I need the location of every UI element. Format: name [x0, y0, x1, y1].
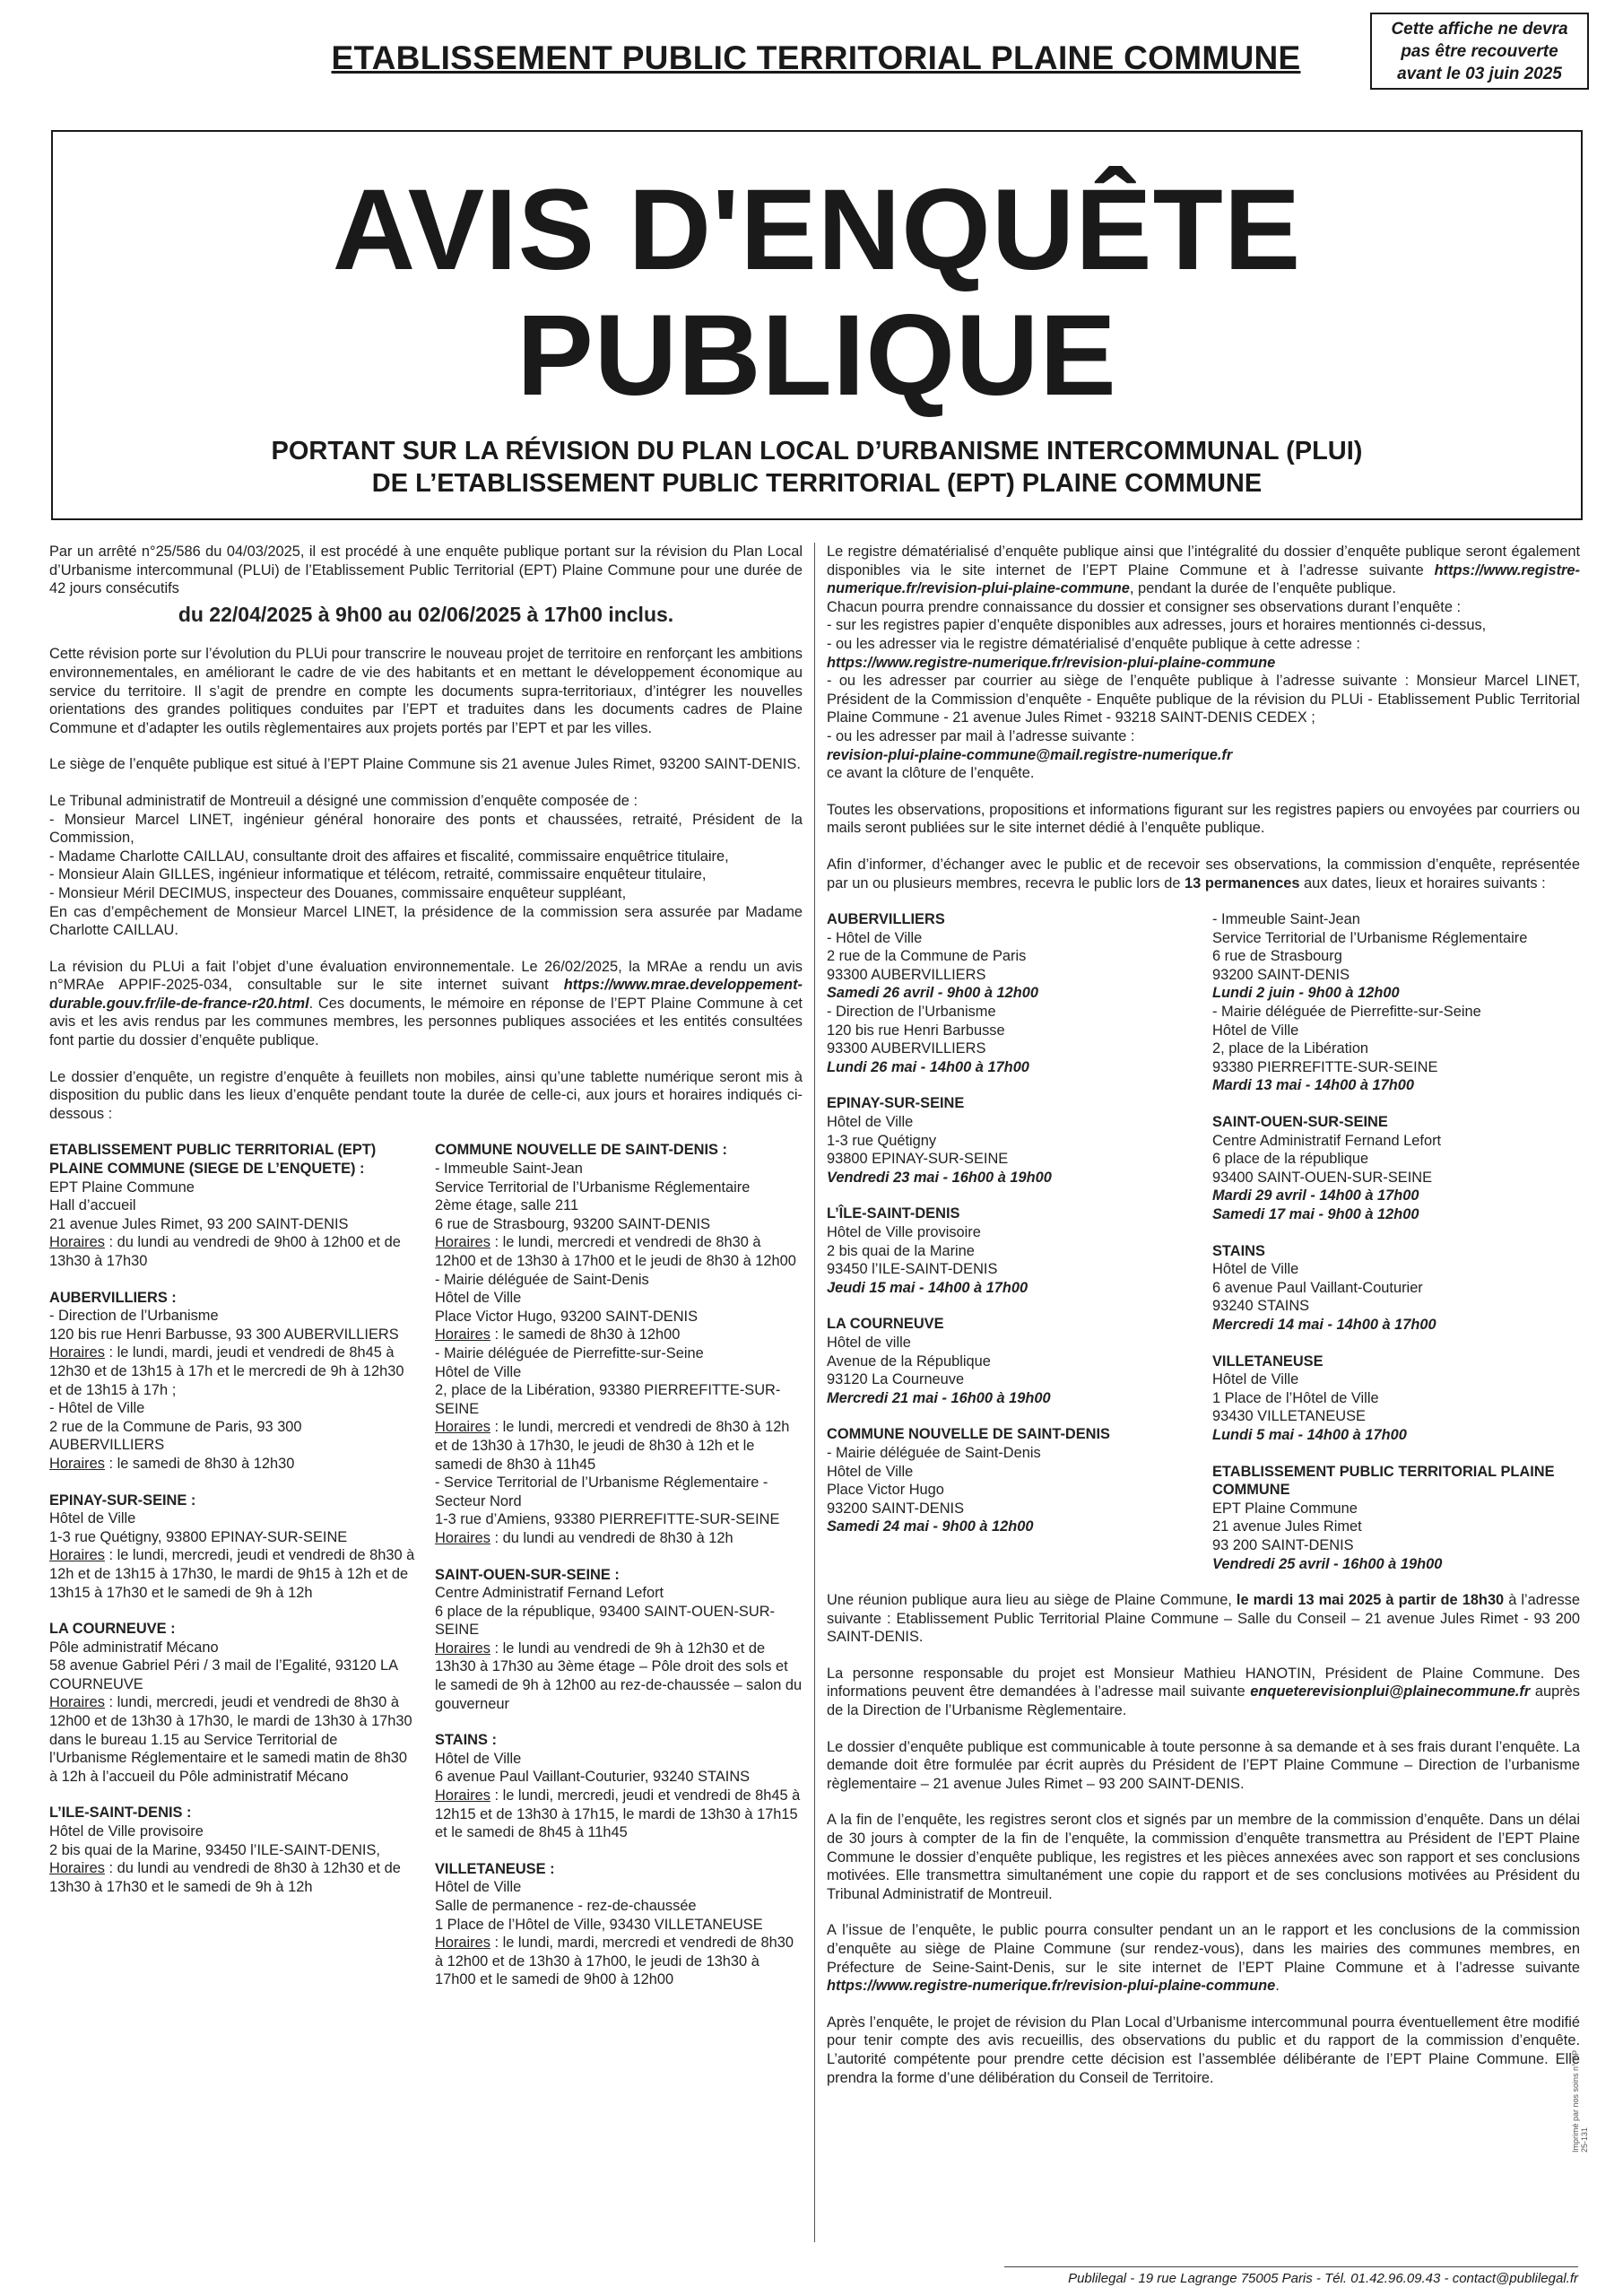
permanence-line: 6 avenue Paul Vaillant-Couturier — [1212, 1279, 1423, 1296]
hours-label: Horaires — [435, 1639, 490, 1657]
siege-paragraph: Le siège de l’enquête publique est situé à l’EPT Plaine Commune sis 21 avenue Jules Rimet, 93200 SAINT-DENIS. — [49, 756, 801, 773]
permanence-block — [1212, 1352, 1580, 1445]
permanence-slot: Mardi 13 mai - 14h00 à 17h00 — [1212, 1077, 1415, 1094]
hours-text: : le lundi au vendredi de 9h à 12h30 et de 13h30 à 17h30 au 3ème étage – Pôle droit des sols et le samedi de 9h à 12h00 au rez-de-chaussée – salon du gouverneur — [435, 1639, 803, 1712]
permanence-line: Hôtel de ville — [827, 1334, 911, 1351]
permanences-columns — [827, 910, 1580, 1591]
permanence-line: Centre Administratif Fernand Lefort — [1212, 1132, 1442, 1149]
location-line: Hall d’accueil — [49, 1197, 136, 1214]
issue-link[interactable]: https://www.registre-numerique.fr/revision-plui-plaine-commune — [827, 1978, 1276, 1995]
hours-label: Horaires — [49, 1860, 105, 1877]
mrae-text: La révision du PLUi a fait l’objet d’une évaluation environnementale. Le 26/02/2025, la MRAe a rendu un avis n°MRAe APPIF-2025-034, consultable sur le site internet suivant — [49, 958, 803, 994]
location-line: Hôtel de Ville — [435, 1750, 522, 1767]
permanence-line: Hôtel de Ville — [827, 1463, 914, 1480]
issue-text: A l’issue de l’enquête, le public pourra consulter pendant un an le rapport et les conclusions de la commission d’enquête au siège de Plaine Commune (sur rendez-vous), dans les mairies des communes membres, en Préfecture de Seine-Saint-Denis, sur le site internet de l’EPT Plaine Commune et à l’adresse suivante — [827, 1922, 1580, 1976]
commission-line: En cas d’empêchement de Monsieur Marcel LINET, la présidence de la commission sera assurée par Madame Charlotte CAILLAU. — [49, 903, 803, 939]
hours-label: Horaires — [49, 1344, 105, 1361]
location-heading: VILLETANEUSE : — [435, 1860, 555, 1877]
location-line: - Mairie déléguée de Saint-Denis — [435, 1271, 649, 1288]
permanence-slot: Samedi 26 avril - 9h00 à 12h00 — [827, 985, 1038, 1002]
apres-paragraph: Après l’enquête, le projet de révision du Plan Local d’Urbanisme intercommunal pourra éventuellement être modifié pour tenir compte des avis recueillis, des observations du public et du rapport de la commission d’enquête. L’autorité compétente pour prendre cette décision est l’assemblée délibérante de l’EPT Plaine Commune. Elle prendra la forme d’une délibération du Conseil de Territoire. — [827, 2013, 1580, 2086]
observations-bullet: - ou les adresser via le registre dématérialisé d’enquête publique à cette adresse : — [827, 635, 1360, 652]
location-block — [435, 1860, 803, 1989]
publication-paragraph: Toutes les observations, propositions et informations figurant sur les registres papiers ou envoyées par courriers ou mails seront publiées sur le site internet dédié à l’enquête publique. — [827, 801, 1580, 837]
permanence-line: 93800 EPINAY-SUR-SEINE — [827, 1151, 1009, 1168]
permanence-block — [827, 1205, 1194, 1297]
permanence-block — [1212, 1242, 1580, 1335]
permanence-line: 2, place de la Libération — [1212, 1040, 1369, 1057]
location-line: 6 place de la république, 93400 SAINT-OUEN-SUR-SEINE — [435, 1603, 775, 1639]
intro-paragraph: Par un arrêté n°25/586 du 04/03/2025, il est procédé à une enquête publique portant sur la révision du Plan Local d’Urbanisme intercommunal (PLUi) de l’Etablissement Public Territorial (EPT) Plaine Commune pour une durée de 42 jours consécutifs — [49, 544, 803, 597]
location-line: 1 Place de l’Hôtel de Ville, 93430 VILLETANEUSE — [435, 1916, 763, 1933]
permanence-block — [827, 1425, 1194, 1536]
permanence-block — [1212, 910, 1580, 1095]
posting-notice-box — [1370, 13, 1589, 90]
permanence-slot: Samedi 17 mai - 9h00 à 12h00 — [1212, 1206, 1419, 1222]
location-line: Place Victor Hugo, 93200 SAINT-DENIS — [435, 1308, 699, 1325]
permanences-intro — [827, 856, 1580, 892]
permanence-line: 2 rue de la Commune de Paris — [827, 948, 1027, 965]
location-line: 2 rue de la Commune de Paris, 93 300 AUBERVILLIERS — [49, 1418, 302, 1454]
observations-end: ce avant la clôture de l’enquête. — [827, 765, 1035, 782]
permanences-text-end: aux dates, lieux et horaires suivants : — [1299, 874, 1546, 891]
location-heading: AUBERVILLIERS : — [49, 1289, 177, 1306]
location-block — [435, 1566, 803, 1714]
permanences-col-b — [1212, 910, 1580, 1591]
commission-line: Le Tribunal administratif de Montreuil a désigné une commission d’enquête composée de : — [49, 792, 638, 809]
hours-label: Horaires — [435, 1787, 490, 1805]
permanence-line: - Mairie déléguée de Pierrefitte-sur-Seine — [1212, 1004, 1481, 1021]
commission-line: - Monsieur Méril DECIMUS, inspecteur des Douanes, commissaire enquêteur suppléant, — [49, 884, 627, 901]
commission-line: - Monsieur Alain GILLES, ingénieur informatique et télécom, retraité, commissaire enquêteur titulaire, — [49, 866, 707, 883]
permanence-slot: Vendredi 23 mai - 16h00 à 19h00 — [827, 1169, 1052, 1186]
permanence-line: 93120 La Courneuve — [827, 1371, 965, 1388]
location-block — [49, 1804, 417, 1896]
location-line: - Direction de l’Urbanisme — [49, 1308, 219, 1325]
hours-label: Horaires — [435, 1419, 490, 1436]
permanence-line: - Mairie déléguée de Saint-Denis — [827, 1444, 1041, 1461]
permanence-line: 93400 SAINT-OUEN-SUR-SEINE — [1212, 1169, 1433, 1186]
reunion-paragraph — [827, 1591, 1580, 1647]
permanence-slot: Jeudi 15 mai - 14h00 à 17h00 — [827, 1279, 1028, 1296]
communicable-paragraph: Le dossier d’enquête publique est communicable à toute personne à sa demande et à ses frais durant l’enquête. La demande doit être formulée par écrit auprès du Président de l’EPT Plaine Commune – Direction de l’urbanisme règlementaire – 21 avenue Jules Rimet – 93 200 SAINT-DENIS. — [827, 1738, 1580, 1792]
permanence-line: Hôtel de Ville — [827, 1114, 914, 1131]
mrae-text-end: . Ces documents, le mémoire en réponse de l’EPT Plaine Commune à cet avis et les avis rendus par les communes membres, les personnes publiques associées et les entités consultées font partie du dossier d’enquête publique. — [49, 995, 803, 1049]
observations-mail-link[interactable]: revision-plui-plaine-commune@mail.registre-numerique.fr — [827, 746, 1233, 763]
permanence-line: - Immeuble Saint-Jean — [1212, 911, 1360, 928]
location-block — [49, 1492, 417, 1603]
permanence-line: EPT Plaine Commune — [1212, 1500, 1358, 1517]
responsable-text: La personne responsable du projet est Monsieur Mathieu HANOTIN, Président de Plaine Commune. Des informations peuvent être demandées à l’adresse mail suivante — [827, 1665, 1580, 1700]
permanence-line: 93380 PIERREFITTE-SUR-SEINE — [1212, 1058, 1438, 1075]
permanence-slot: Vendredi 25 avril - 16h00 à 19h00 — [1212, 1555, 1443, 1572]
hours-label: Horaires — [435, 1529, 490, 1546]
title-line-2: PUBLIQUE — [516, 291, 1117, 420]
location-block — [49, 1620, 417, 1786]
permanence-block — [1212, 1463, 1580, 1574]
hours-label: Horaires — [49, 1547, 105, 1564]
hours-label: Horaires — [49, 1234, 105, 1251]
location-heading: SAINT-OUEN-SUR-SEINE : — [435, 1566, 620, 1583]
permanence-line: 93 200 SAINT-DENIS — [1212, 1536, 1354, 1553]
location-block — [49, 1141, 417, 1270]
responsable-paragraph — [827, 1665, 1580, 1720]
location-line: 2ème étage, salle 211 — [435, 1197, 579, 1214]
mrae-paragraph — [49, 958, 803, 1050]
main-title — [53, 168, 1581, 419]
title-box — [51, 130, 1583, 520]
right-column — [827, 543, 1580, 2105]
permanences-text: Afin d’informer, d’échanger avec le public et de recevoir ses observations, la commission d’enquête, représentée par un ou plusieurs membres, recevra le public lors de — [827, 856, 1580, 891]
permanence-line: 93240 STAINS — [1212, 1298, 1310, 1315]
registre-paragraph — [827, 543, 1580, 598]
location-line: Hôtel de Ville — [435, 1290, 522, 1307]
commission-line: - Madame Charlotte CAILLAU, consultante droit des affaires et fiscalité, commissaire enquêtrice titulaire, — [49, 848, 729, 865]
hours-text: : lundi, mercredi, jeudi et vendredi de 8h30 à 12h00 et de 13h30 à 17h30, le mardi de 13h30 à 17h30 dans le bureau 1.15 au Service Territorial de l’Urbanisme Réglementaire et le samedi matin de 8h30 à 12h à l’accueil du Pôle administratif Mécano — [49, 1694, 412, 1785]
reunion-date: le mardi 13 mai 2025 à partir de 18h30 — [1236, 1592, 1505, 1609]
permanence-line: - Direction de l’Urbanisme — [827, 1004, 996, 1021]
mrae-link[interactable]: https://www.mrae.developpement-durable.gouv.fr/ile-de-france-r20.html — [49, 977, 803, 1012]
permanence-slot: Mercredi 14 mai - 14h00 à 17h00 — [1212, 1316, 1436, 1333]
hours-text: : le samedi de 8h30 à 12h30 — [104, 1455, 295, 1472]
permanence-heading: VILLETANEUSE — [1212, 1352, 1324, 1370]
permanence-heading: SAINT-OUEN-SUR-SEINE — [1212, 1114, 1388, 1131]
registre-text-end: , pendant la durée de l’enquête publique. — [1129, 580, 1396, 597]
fin-enquete-paragraph: A la fin de l’enquête, les registres seront clos et signés par un membre de la commission d’enquête. Dans un délai de 30 jours à compter de la fin de l’enquête, la commission d’enquête transmettra au Président de l’EPT Plaine Commune le dossier d’enquête publique, les registres et les pièces annexées avec son rapport et ses conclusions motivées. Elle transmettra simultanément une copie du rapport et de ses conclusions motivées au Président du Tribunal Administratif de Montreuil. — [827, 1812, 1580, 1902]
permanence-block — [827, 1315, 1194, 1407]
permanence-line: 93430 VILLETANEUSE — [1212, 1408, 1366, 1425]
permanence-heading: ETABLISSEMENT PUBLIC TERRITORIAL PLAINE COMMUNE — [1212, 1463, 1555, 1499]
location-heading: LA COURNEUVE : — [49, 1621, 176, 1638]
permanences-count: 13 permanences — [1185, 874, 1300, 891]
location-line: Hôtel de Ville — [49, 1510, 136, 1527]
permanence-slot: Lundi 5 mai - 14h00 à 17h00 — [1212, 1426, 1407, 1443]
issue-paragraph — [827, 1921, 1580, 1995]
permanence-slot: Lundi 2 juin - 9h00 à 12h00 — [1212, 985, 1400, 1002]
location-line: 2, place de la Libération, 93380 PIERREFITTE-SUR-SEINE — [435, 1382, 781, 1417]
location-heading: L’ILE-SAINT-DENIS : — [49, 1805, 192, 1822]
location-heading: EPINAY-SUR-SEINE : — [49, 1492, 196, 1509]
permanence-line: 21 avenue Jules Rimet — [1212, 1518, 1362, 1535]
subtitle-line-2: DE L’ETABLISSEMENT PUBLIC TERRITORIAL (EPT) PLAINE COMMUNE — [371, 469, 1263, 498]
location-line: - Hôtel de Ville — [49, 1400, 145, 1417]
permanence-line: Avenue de la République — [827, 1352, 991, 1370]
location-line: Pôle administratif Mécano — [49, 1639, 219, 1656]
hours-text: : du lundi au vendredi de 9h00 à 12h00 et de 13h30 à 17h30 — [49, 1234, 401, 1269]
organization-header: ETABLISSEMENT PUBLIC TERRITORIAL PLAINE COMMUNE — [331, 39, 1301, 76]
location-line: - Service Territorial de l’Urbanisme Réglementaire - Secteur Nord — [435, 1474, 768, 1509]
observations-bullet: - sur les registres papier d’enquête disponibles aux adresses, jours et horaires mentionnés ci-dessus, — [827, 617, 1487, 634]
permanence-slot: Samedi 24 mai - 9h00 à 12h00 — [827, 1518, 1034, 1535]
commission-line: - Monsieur Marcel LINET, ingénieur général honoraire des ponts et chaussées, retraité, Président de la Commission, — [49, 811, 803, 847]
publisher-footer: Publilegal - 19 rue Lagrange 75005 Paris - Tél. 01.42.96.09.43 - contact@publilegal.fr — [1004, 2266, 1578, 2286]
permanence-block — [1212, 1113, 1580, 1224]
hours-label: Horaires — [49, 1694, 105, 1711]
permanence-line: 6 rue de Strasbourg — [1212, 948, 1342, 965]
permanence-heading: STAINS — [1212, 1242, 1265, 1259]
hours-text: : le lundi, mercredi et vendredi de 8h30 à 12h00 et de 13h30 à 17h00 et le jeudi de 8h30 à 12h00 — [435, 1234, 796, 1269]
responsable-mail-link[interactable]: enqueterevisionplui@plainecommune.fr — [1250, 1683, 1531, 1700]
permanence-block — [827, 1094, 1194, 1187]
permanence-heading: LA COURNEUVE — [827, 1316, 944, 1333]
permanence-slot: Mercredi 21 mai - 16h00 à 19h00 — [827, 1389, 1051, 1406]
location-line: 1-3 rue d’Amiens, 93380 PIERREFITTE-SUR-SEINE — [435, 1511, 780, 1528]
reunion-text-end: à l’adresse suivante : Etablissement Public Territorial Plaine Commune – Salle du Conseil – 21 avenue Jules Rimet - 93 200 SAINT-DENIS. — [827, 1592, 1580, 1646]
hours-label: Horaires — [49, 1455, 105, 1472]
opening-hours-col-b — [435, 1141, 803, 2007]
hours-text: : du lundi au vendredi de 8h30 à 12h — [490, 1529, 733, 1546]
hours-text: : le lundi, mercredi, jeudi et vendredi de 8h30 à 12h et de 13h15 à 17h30, le mardi de 9h15 à 12h et de 13h15 à 17h30 et le samedi de 9h à 12h — [49, 1547, 415, 1601]
notice-line: Cette affiche ne devra — [1391, 20, 1568, 39]
permanence-line: Hôtel de Ville — [1212, 1261, 1299, 1278]
print-reference: Imprimé par nos soins n° EP 25-131 — [1571, 2050, 1589, 2152]
location-line: Salle de permanence - rez-de-chaussée — [435, 1898, 697, 1914]
commission-paragraph — [49, 792, 803, 940]
permanence-heading: EPINAY-SUR-SEINE — [827, 1095, 965, 1112]
observations-bullet: - ou les adresser par mail à l’adresse suivante : — [827, 727, 1135, 744]
observations-bullet: - ou les adresser par courrier au siège de l’enquête publique à l’adresse suivante : Monsieur Marcel LINET, Président de la Commission d’enquête - Enquête publique de la révision du PLUi - Etablissement Public Territorial Plaine Commune - 21 avenue Jules Rimet - 93218 SAINT-DENIS CEDEX ; — [827, 673, 1580, 726]
hours-text: : le lundi, mercredi, jeudi et vendredi de 8h45 à 12h15 et de 13h30 à 17h15, le mardi de 13h30 à 17h15 et le samedi de 8h45 à 11h45 — [435, 1787, 801, 1841]
permanence-line: 1 Place de l’Hôtel de Ville — [1212, 1389, 1379, 1406]
permanence-line: - Hôtel de Ville — [827, 929, 923, 946]
permanence-heading: COMMUNE NOUVELLE DE SAINT-DENIS — [827, 1426, 1110, 1443]
location-line: Centre Administratif Fernand Lefort — [435, 1585, 664, 1602]
permanence-line: 120 bis rue Henri Barbusse — [827, 1022, 1005, 1039]
location-line: Hôtel de Ville — [435, 1363, 522, 1380]
notice-line: pas être recouverte — [1401, 42, 1558, 61]
hours-text: : le lundi, mardi, mercredi et vendredi de 8h30 à 12h00 et de 13h30 à 17h00, le jeudi de 13h30 à 17h00 et le samedi de 9h00 à 12h00 — [435, 1935, 794, 1988]
permanence-line: Hôtel de Ville provisoire — [827, 1224, 981, 1240]
permanence-slot: Mardi 29 avril - 14h00 à 17h00 — [1212, 1187, 1419, 1205]
hours-label: Horaires — [435, 1935, 490, 1952]
hours-text: : le samedi de 8h30 à 12h00 — [490, 1326, 681, 1344]
observations-paragraph — [827, 598, 1580, 783]
opening-hours-col-a — [49, 1141, 417, 2007]
permanence-heading: L’ÎLE-SAINT-DENIS — [827, 1205, 960, 1222]
location-line: 2 bis quai de la Marine, 93450 l’ILE-SAINT-DENIS, — [49, 1841, 380, 1858]
location-heading: STAINS : — [435, 1732, 497, 1749]
hours-text: : du lundi au vendredi de 8h30 à 12h30 et de 13h30 à 17h30 et le samedi de 9h à 12h — [49, 1860, 401, 1895]
permanence-line: Service Territorial de l’Urbanisme Réglementaire — [1212, 929, 1528, 946]
responsable-text-end: auprès de la Direction de l’Urbanisme Règlementaire. — [827, 1683, 1581, 1719]
location-line: 58 avenue Gabriel Péri / 3 mail de l’Egalité, 93120 LA COURNEUVE — [49, 1657, 398, 1692]
subtitle — [53, 435, 1581, 500]
permanence-line: 2 bis quai de la Marine — [827, 1242, 975, 1259]
left-column — [49, 543, 803, 2007]
hours-label: Horaires — [435, 1234, 490, 1251]
hours-label: Horaires — [435, 1326, 490, 1344]
hours-text: : le lundi, mardi, jeudi et vendredi de 8h45 à 12h30 et de 13h15 à 17h et le mercredi de 9h à 12h30 et de 13h15 à 17h ; — [49, 1344, 404, 1398]
revision-paragraph: Cette révision porte sur l’évolution du PLUi pour transcrire le nouveau projet de territoire en renforçant les ambitions environnementales, en améliorant le cadre de vie des habitants et en mettant le développement économique au service du territoire. Il s’agit de prendre en compte les documents supra-territoriaux, d’intégrer les nouvelles orientations des grandes politiques conduites par l’EPT et traduites dans les documents cadres de Plaine Commune et d’adapter les outils règlementaires aux projets portés par l’EPT et par les villes. — [49, 646, 803, 736]
location-line: 120 bis rue Henri Barbusse, 93 300 AUBERVILLIERS — [49, 1326, 399, 1343]
location-line: 21 avenue Jules Rimet, 93 200 SAINT-DENIS — [49, 1215, 349, 1232]
reunion-text: Une réunion publique aura lieu au siège de Plaine Commune, — [827, 1592, 1237, 1609]
location-line: Service Territorial de l’Urbanisme Réglementaire — [435, 1178, 751, 1196]
opening-hours-columns — [49, 1141, 803, 2007]
permanence-line: 93300 AUBERVILLIERS — [827, 1040, 986, 1057]
location-block — [49, 1289, 417, 1474]
permanence-line: 1-3 rue Quétigny — [827, 1132, 937, 1149]
permanences-col-a — [827, 910, 1194, 1591]
permanence-line: Hôtel de Ville — [1212, 1371, 1299, 1388]
permanence-line: 93200 SAINT-DENIS — [1212, 966, 1350, 983]
location-line: Hôtel de Ville — [435, 1879, 522, 1896]
permanence-line: 93300 AUBERVILLIERS — [827, 966, 986, 983]
permanence-block — [827, 910, 1194, 1076]
location-line: EPT Plaine Commune — [49, 1178, 195, 1196]
observations-intro: Chacun pourra prendre connaissance du dossier et consigner ses observations durant l’enquête : — [827, 598, 1462, 615]
inquiry-dates: du 22/04/2025 à 9h00 au 02/06/2025 à 17h00 inclus. — [178, 602, 674, 626]
permanence-line: 93450 l’ILE-SAINT-DENIS — [827, 1261, 998, 1278]
location-block — [435, 1141, 803, 1547]
location-block — [435, 1731, 803, 1842]
issue-text-end: . — [1275, 1978, 1280, 1995]
registre-text: Le registre dématérialisé d’enquête publique ainsi que l’intégralité du dossier d’enquête publique seront également disponibles via le site internet de l’EPT Plaine Commune et à l’adresse suivante — [827, 544, 1580, 578]
subtitle-line-1: PORTANT SUR LA RÉVISION DU PLAN LOCAL D’URBANISME INTERCOMMUNAL (PLUI) — [271, 437, 1363, 465]
dossier-paragraph: Le dossier d’enquête, un registre d’enquête à feuillets non mobiles, ainsi qu’une tablette numérique seront mis à disposition du public dans les lieux d’enquête pendant toute la durée de celle-ci, aux jours et horaires indiqués ci-dessous : — [49, 1068, 803, 1122]
permanence-line: 93200 SAINT-DENIS — [827, 1500, 965, 1517]
location-line: - Mairie déléguée de Pierrefitte-sur-Seine — [435, 1344, 704, 1361]
location-heading: COMMUNE NOUVELLE DE SAINT-DENIS : — [435, 1142, 728, 1159]
permanence-line: Place Victor Hugo — [827, 1482, 944, 1499]
hours-text: : le lundi, mercredi et vendredi de 8h30 à 12h et de 13h30 à 17h30, le jeudi de 8h30 à 12h et le samedi de 8h30 à 11h45 — [435, 1419, 790, 1473]
column-divider — [814, 543, 815, 2242]
permanence-slot: Lundi 26 mai - 14h00 à 17h00 — [827, 1058, 1029, 1075]
location-line: 6 rue de Strasbourg, 93200 SAINT-DENIS — [435, 1215, 711, 1232]
location-heading: ETABLISSEMENT PUBLIC TERRITORIAL (EPT) PLAINE COMMUNE (SIEGE DE L’ENQUETE) : — [49, 1142, 377, 1178]
title-line-1: AVIS D'ENQUÊTE — [332, 166, 1302, 294]
notice-line: avant le 03 juin 2025 — [1397, 65, 1562, 83]
observations-link[interactable]: https://www.registre-numerique.fr/revision-plui-plaine-commune — [827, 654, 1276, 671]
location-line: 1-3 rue Quétigny, 93800 EPINAY-SUR-SEINE — [49, 1528, 348, 1545]
location-line: - Immeuble Saint-Jean — [435, 1161, 583, 1178]
permanence-line: 6 place de la république — [1212, 1151, 1369, 1168]
permanence-heading: AUBERVILLIERS — [827, 911, 945, 928]
location-line: Hôtel de Ville provisoire — [49, 1823, 204, 1840]
permanence-line: Hôtel de Ville — [1212, 1022, 1299, 1039]
location-line: 6 avenue Paul Vaillant-Couturier, 93240 STAINS — [435, 1769, 751, 1786]
registre-link[interactable]: https://www.registre-numerique.fr/revision-plui-plaine-commune — [827, 561, 1580, 597]
